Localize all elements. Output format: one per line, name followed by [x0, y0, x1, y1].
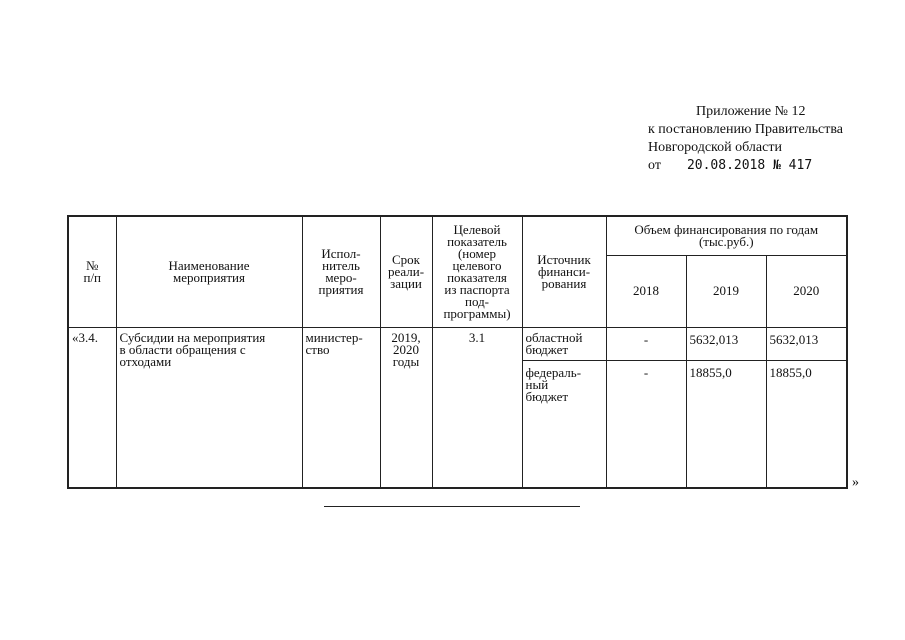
- row-term: 2019, 2020 годы: [380, 327, 432, 488]
- row-target: 3.1: [432, 327, 522, 488]
- row-num: «3.4.: [68, 327, 116, 488]
- appendix-date-line: [648, 157, 843, 175]
- col-header-source: Источник финанси- рования: [522, 216, 606, 327]
- col-header-name: Наименование мероприятия: [116, 216, 302, 327]
- row-regional-2020: 5632,013: [766, 327, 847, 360]
- date-value: 20.08.2018 № 417: [686, 158, 813, 173]
- col-header-target: Целевой показатель (номер целевого показателя из паспорта под- программы): [432, 216, 522, 327]
- row-federal-2020: 18855,0: [766, 360, 847, 488]
- end-rule: [324, 506, 580, 507]
- row-regional-2019: 5632,013: [686, 327, 766, 360]
- col-header-funding: Объем финансирования по годам (тыс.руб.): [606, 216, 847, 255]
- col-header-2020: 2020: [766, 255, 847, 327]
- appendix-region: Новгородской области: [648, 140, 782, 155]
- col-header-2019: 2019: [686, 255, 766, 327]
- col-header-executor: Испол- нитель меро- приятия: [302, 216, 380, 327]
- row-source-regional: областной бюджет: [522, 327, 606, 360]
- col-header-num: № п/п: [68, 216, 116, 327]
- table-row: [68, 327, 847, 360]
- funding-table: [67, 215, 848, 489]
- date-prefix: от: [648, 158, 661, 173]
- appendix-decree: к постановлению Правительства: [648, 122, 844, 137]
- appendix-number: Приложение № 12: [696, 104, 806, 119]
- row-federal-2019: 18855,0: [686, 360, 766, 488]
- col-header-term: Срок реали- зации: [380, 216, 432, 327]
- row-federal-2018: -: [606, 360, 686, 488]
- col-header-2018: 2018: [606, 255, 686, 327]
- row-source-federal: федераль- ный бюджет: [522, 360, 606, 488]
- row-name: Субсидии на мероприятия в области обращения с отходами: [116, 327, 302, 488]
- appendix-header: [648, 103, 843, 175]
- row-regional-2018: -: [606, 327, 686, 360]
- row-executor: министер- ство: [302, 327, 380, 488]
- closing-quote: »: [852, 475, 859, 490]
